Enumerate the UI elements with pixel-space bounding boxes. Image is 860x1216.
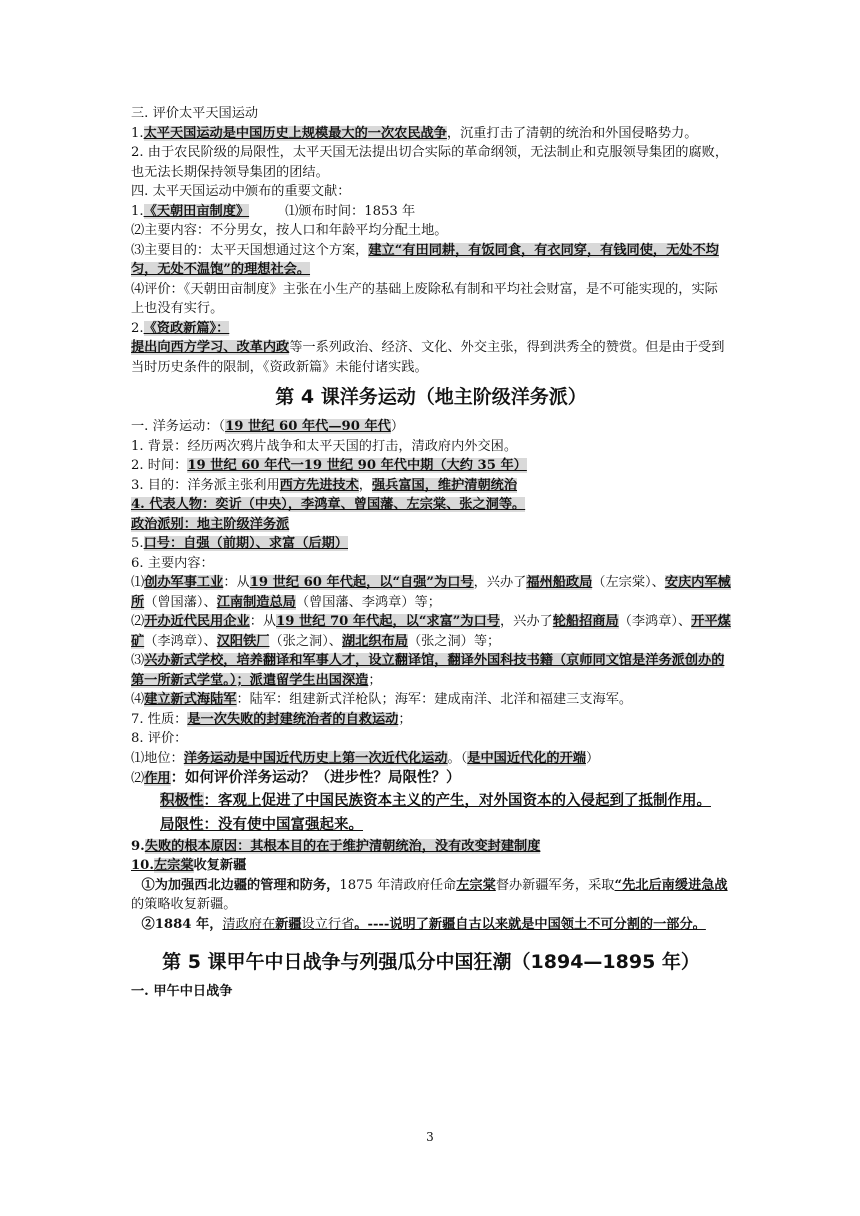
- text-span: 清政府在: [222, 916, 276, 932]
- text-span: （张之洞）、: [269, 633, 342, 649]
- item-number: 1.: [131, 203, 144, 219]
- text-span: ，兴办了: [473, 575, 527, 590]
- text-span: （张之洞）等；: [407, 633, 501, 649]
- role-question: ：如何评价洋务运动？（进步性？局限性？）: [170, 769, 461, 786]
- highlight-tech: 西方先进技术: [279, 477, 359, 493]
- document-1-evaluation: ⑷评价：《天朝田亩制度》主张在小生产的基础上废除私有制和平均社会财富，是不可能实现的，实际上也没有实行。: [131, 281, 718, 316]
- text-span: 的策略收复新疆。: [131, 897, 237, 912]
- highlight-representatives: 4. 代表人物：奕䜣（中央），李鸿章、曾国藩、左宗棠、张之洞等。: [131, 497, 526, 512]
- yangwu-background: 1. 背景：经历两次鸦片战争和太平天国的打击，清政府内外交困。: [131, 438, 518, 454]
- highlight-time: 19 世纪 60 年代一19 世纪 90 年代中期（大约 35 年）: [187, 458, 527, 473]
- text-span: 1875 年清政府任命: [339, 877, 457, 893]
- text-span: 一. 洋务运动：（: [131, 419, 226, 434]
- yangwu-representatives: [131, 495, 731, 515]
- text-span: 2. 时间：: [131, 458, 188, 473]
- text-span: ：从: [249, 614, 277, 629]
- document-page: [131, 104, 731, 1002]
- highlight-ideal-society: 建立“有田同耕，有饭同食，有衣同穿，有钱同使，无处不均匀，无处不温饱”的理想社会。: [131, 242, 719, 277]
- text-span: 收复新疆: [193, 858, 247, 873]
- highlight-military-industry: 创办军事工业: [144, 575, 224, 590]
- yangwu-content-title: 6. 主要内容：: [131, 555, 214, 571]
- highlight-positive: 积极性: [160, 791, 204, 809]
- xinjiang-point-1: [131, 876, 731, 915]
- paragraph-2: 2. 由于农民阶级的局限性，太平天国无法提出切合实际的革命纲领，无法制止和克服领导集团的腐败，也无法长期保持领导集团的团结。: [131, 145, 729, 180]
- text-span: （李鸿章）、: [618, 614, 692, 629]
- lesson-5-title: 第 5 课甲午中日战争与列强瓜分中国狂潮（1894—1895 年）: [162, 951, 700, 973]
- highlight-schools: 兴办新式学校，培养翻译和军事人才，设立翻译馆，翻译外国科技书籍（京师同文馆是洋务派创办的第一所新式学堂。）；派遣留学生出国深造: [131, 653, 725, 688]
- document-2-line: [131, 319, 731, 339]
- text-span: ）: [585, 750, 600, 766]
- document-1-purpose: [131, 241, 731, 280]
- failure-reason: [131, 837, 731, 857]
- highlight-1870s: 19 世纪 70 年代起，以“求富”为口号: [276, 614, 500, 629]
- yangwu-time: [131, 456, 731, 476]
- highlight-slogan: 口号：自强（前期）、求富（后期）: [143, 536, 348, 551]
- highlight-peasant-war: 太平天国运动是中国历史上规模最大的一次农民战争: [143, 125, 447, 141]
- item-number: ⑵: [131, 771, 145, 786]
- highlight-anqing: 安庆内军械所: [131, 575, 731, 610]
- document-1-content: ⑵主要内容：不分男女，按人口和年龄平均分配土地。: [131, 223, 448, 238]
- text-span: ；: [368, 672, 382, 688]
- yangwu-faction: [131, 515, 731, 535]
- yangwu-heading: [131, 417, 731, 437]
- lesson-4-title: 第 4 课洋务运动（地主阶级洋务派）: [275, 386, 587, 408]
- text-span: （曾国藩）、: [144, 594, 217, 610]
- text-span: “先北后南缓进急战: [614, 877, 728, 893]
- highlight-learn-west: 提出向西方学习、改革内政: [131, 340, 290, 355]
- highlight-beginning: 是中国近代化的开端: [467, 750, 586, 766]
- item-number: 10.: [131, 858, 154, 873]
- text-span: 。（: [447, 750, 468, 766]
- text-span: （曾国藩、李鸿章）等；: [295, 594, 441, 610]
- xinjiang-title: [131, 856, 731, 876]
- highlight-zuo: 左宗棠: [153, 858, 194, 873]
- war-heading: 一. 甲午中日战争: [131, 984, 233, 999]
- highlight-1860s: 19 世纪 60 年代起，以“自强”为口号: [249, 575, 474, 590]
- text-span: （李鸿章）、: [144, 633, 217, 649]
- page-number: 3: [426, 1130, 434, 1144]
- text-span: ②1884 年，: [141, 916, 223, 932]
- text-span: ，: [358, 477, 372, 493]
- text-span: 设立行省: [301, 916, 355, 932]
- highlight-role: 作用: [144, 771, 171, 786]
- document-1-line: [131, 202, 731, 222]
- item-number: 5.: [131, 536, 144, 551]
- positive-aspect: [131, 789, 731, 813]
- text-span: （左宗棠）、: [592, 575, 665, 590]
- content-navy: [131, 690, 731, 710]
- text-span: 新疆: [275, 916, 302, 932]
- item-number: ⑴: [131, 575, 145, 590]
- content-military: [131, 573, 731, 612]
- section-4-title: 四. 太平天国运动中颁布的重要文献：: [131, 184, 351, 199]
- text-span: 等一系列政治、经济、文化、外交主张，得到洪秀全的赞赏。但是由于受到当时历史条件的限制，《资政新篇》未能付诸实践。: [131, 340, 725, 375]
- highlight-tianchao: 《天朝田亩制度》: [143, 203, 250, 219]
- highlight-first-modernization: 洋务运动是中国近代历史上第一次近代化运动: [183, 750, 448, 766]
- yangwu-slogan: [131, 534, 731, 554]
- text-span: 3. 目的：洋务派主张利用: [131, 477, 280, 493]
- highlight-shipping: 轮船招商局: [552, 614, 619, 629]
- highlight-hanyang: 汉阳铁厂: [216, 633, 270, 649]
- text-span: 。----说明了新疆自古以来就是中国领土不可分割的一部分。: [354, 916, 706, 932]
- text-span: ①为加强西北边疆的管理和防务，: [141, 877, 340, 893]
- text-span: 7. 性质：: [131, 711, 188, 727]
- highlight-faction: 政治派别：地主阶级洋务派: [131, 516, 290, 532]
- text-span: 左宗棠: [456, 877, 496, 893]
- yangwu-nature: [131, 710, 731, 730]
- text-span: 督办新疆军务，采取: [495, 877, 615, 893]
- highlight-civil-enterprise: 开办近代民用企业: [144, 614, 250, 629]
- highlight-period: 19 世纪 60 年代—90 年代: [225, 419, 391, 434]
- text-span: ⑴颁布时间：1853 年: [285, 203, 416, 219]
- text-span: ，兴办了: [499, 614, 553, 629]
- positive-text: ：客观上促进了中国民族资本主义的产生，对外国资本的入侵起到了抵制作用。: [203, 791, 711, 809]
- text-span: ：陆军：组建新式洋枪队；海军：建成南洋、北洋和福建三支海军。: [236, 692, 633, 707]
- evaluation-status: [131, 749, 731, 769]
- evaluation-role: [131, 768, 731, 789]
- limitation-aspect: [131, 813, 731, 837]
- yangwu-goal: [131, 476, 731, 496]
- text-span: ；: [398, 711, 412, 727]
- highlight-navy: 建立新式海陆军: [144, 692, 237, 707]
- highlight-jiangnan: 江南制造总局: [216, 594, 296, 610]
- highlight-fuzhou: 福州船政局: [526, 575, 593, 590]
- content-civil: [131, 612, 731, 651]
- section-3-title: 三. 评价太平天国运动: [131, 106, 259, 121]
- highlight-nature: 是一次失败的封建统治者的自救运动: [187, 711, 399, 727]
- content-schools: [131, 651, 731, 690]
- document-2-content: [131, 338, 731, 377]
- item-number: 1.: [131, 125, 144, 141]
- highlight-failure: 失败的根本原因：其根本目的在于维护清朝统治，没有改变封建制度: [144, 838, 541, 854]
- item-number: 2.: [131, 320, 144, 336]
- text-span: ：从: [223, 575, 250, 590]
- text-span: ，沉重打击了清朝的统治和外国侵略势力。: [446, 125, 698, 141]
- item-number: ⑷: [131, 692, 145, 707]
- text-span: ⑶主要目的：太平天国想通过这个方案，: [131, 242, 369, 258]
- limitation-text: 局限性：没有使中国富强起来。: [160, 815, 363, 833]
- item-number: ⑵: [131, 614, 145, 629]
- highlight-goal: 强兵富国，维护清朝统治: [371, 477, 518, 493]
- highlight-zizheng: 《资政新篇》：: [143, 320, 230, 336]
- text-span: ⑴地位：: [131, 750, 184, 766]
- item-number: ⑶: [131, 653, 145, 668]
- yangwu-evaluation: 8. 评价：: [131, 731, 188, 746]
- paragraph-1: [131, 124, 731, 144]
- text-span: ）: [390, 419, 405, 434]
- highlight-hubei: 湖北织布局: [342, 633, 408, 649]
- item-number: 9.: [131, 838, 145, 854]
- xinjiang-point-2: [131, 915, 731, 935]
- highlight-kaiping: 开平煤矿: [131, 614, 731, 649]
